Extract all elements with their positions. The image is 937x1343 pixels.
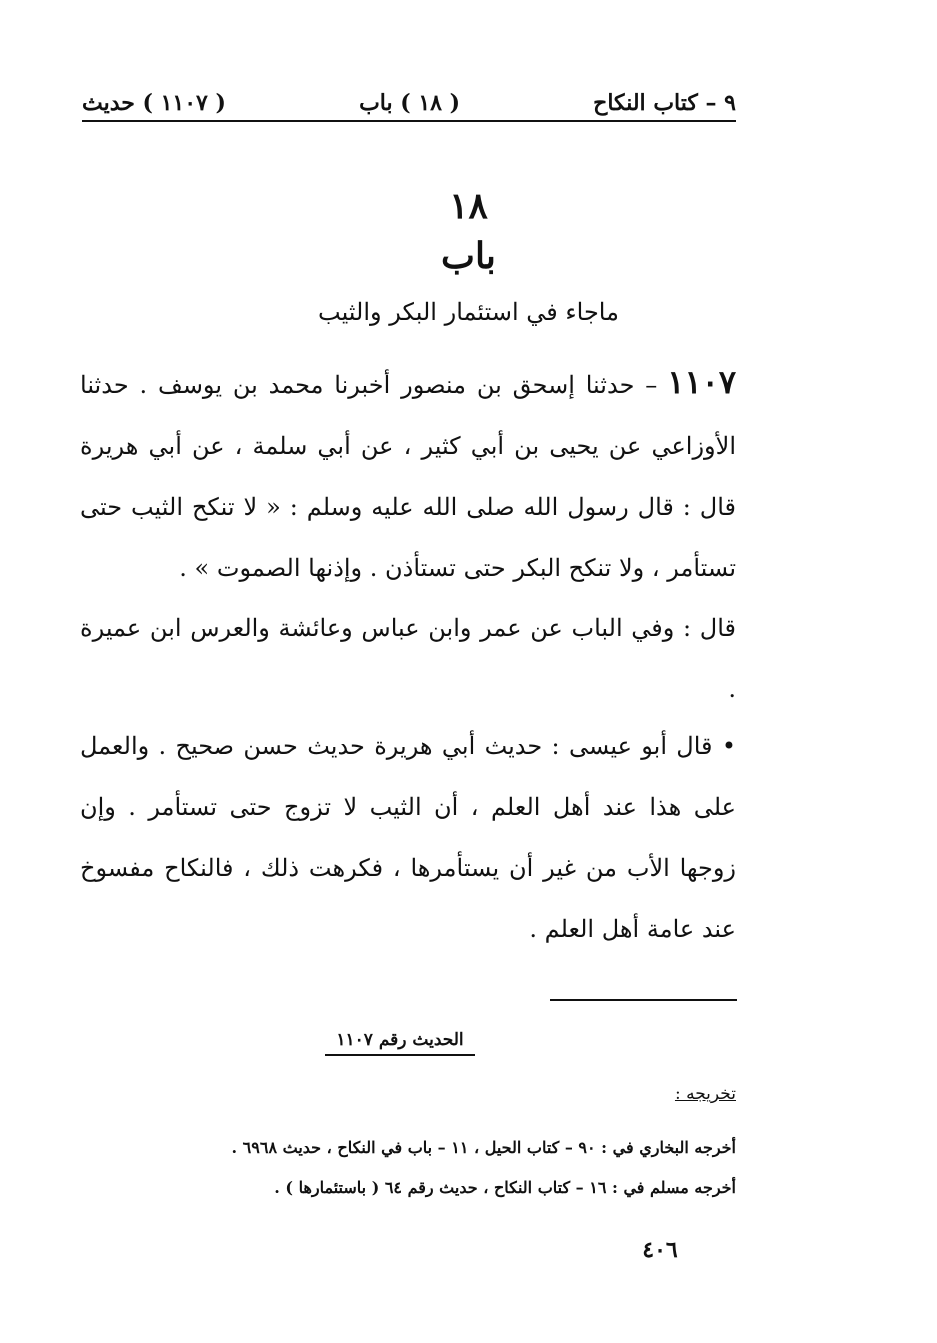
header-book: ٩ – كتاب النكاح — [593, 90, 736, 116]
commentary-paragraph: • قال أبو عيسى : حديث أبي هريرة حديث حسن صحيح . والعمل على هذا عند أهل العلم ، أن الثيب لا تزوج حتى تستأمر . وإن زوجها الأب من غير أن يستأمرها ، فكرهت ذلك ، فالنكاح مفسوخ عند عامة أهل العلم . — [80, 732, 736, 943]
hadith-text: – حدثنا إسحق بن منصور أخبرنا محمد بن يوسف . حدثنا الأوزاعي عن يحيى بن أبي كثير ، عن أبي سلمة ، عن أبي هريرة قال : قال رسول الله صلى الله عليه وسلم : « لا تنكح الثيب حتى تستأمر ، ولا تنكح البكر حتى تستأذن . وإذنها الصموت » . — [80, 371, 737, 582]
bab-note: قال : وفي الباب عن عمر وابن عباس وعائشة والعرس ابن عميرة . — [80, 614, 736, 703]
chapter-number: ١٨ — [449, 185, 488, 227]
footnote-divider — [550, 999, 737, 1001]
hadith-number: ١١٠٧ — [667, 363, 736, 401]
header-chapter: ( ١٨ ) باب — [359, 90, 461, 116]
hadith-reference-title: الحديث رقم ١١٠٧ — [325, 1030, 475, 1056]
chapter-title: ماجاء في استئمار البكر والثيب — [318, 298, 619, 326]
chapter-word: باب — [441, 235, 496, 277]
hadith-paragraph — [80, 352, 736, 599]
header-hadith: ( ١١٠٧ ) حديث — [82, 90, 226, 116]
footnote-line: أخرجه مسلم في : ١٦ – كتاب النكاح ، حديث رقم ٦٤ ( باستئمارها ) . — [274, 1178, 736, 1197]
page-number: ٤٠٦ — [642, 1237, 678, 1263]
running-header — [82, 86, 736, 122]
footnote-line: أخرجه البخاري في : ٩٠ – كتاب الحيل ، ١١ – باب في النكاح ، حديث ٦٩٦٨ . — [231, 1138, 736, 1157]
takhrij-label: تخريجه : — [674, 1084, 736, 1104]
